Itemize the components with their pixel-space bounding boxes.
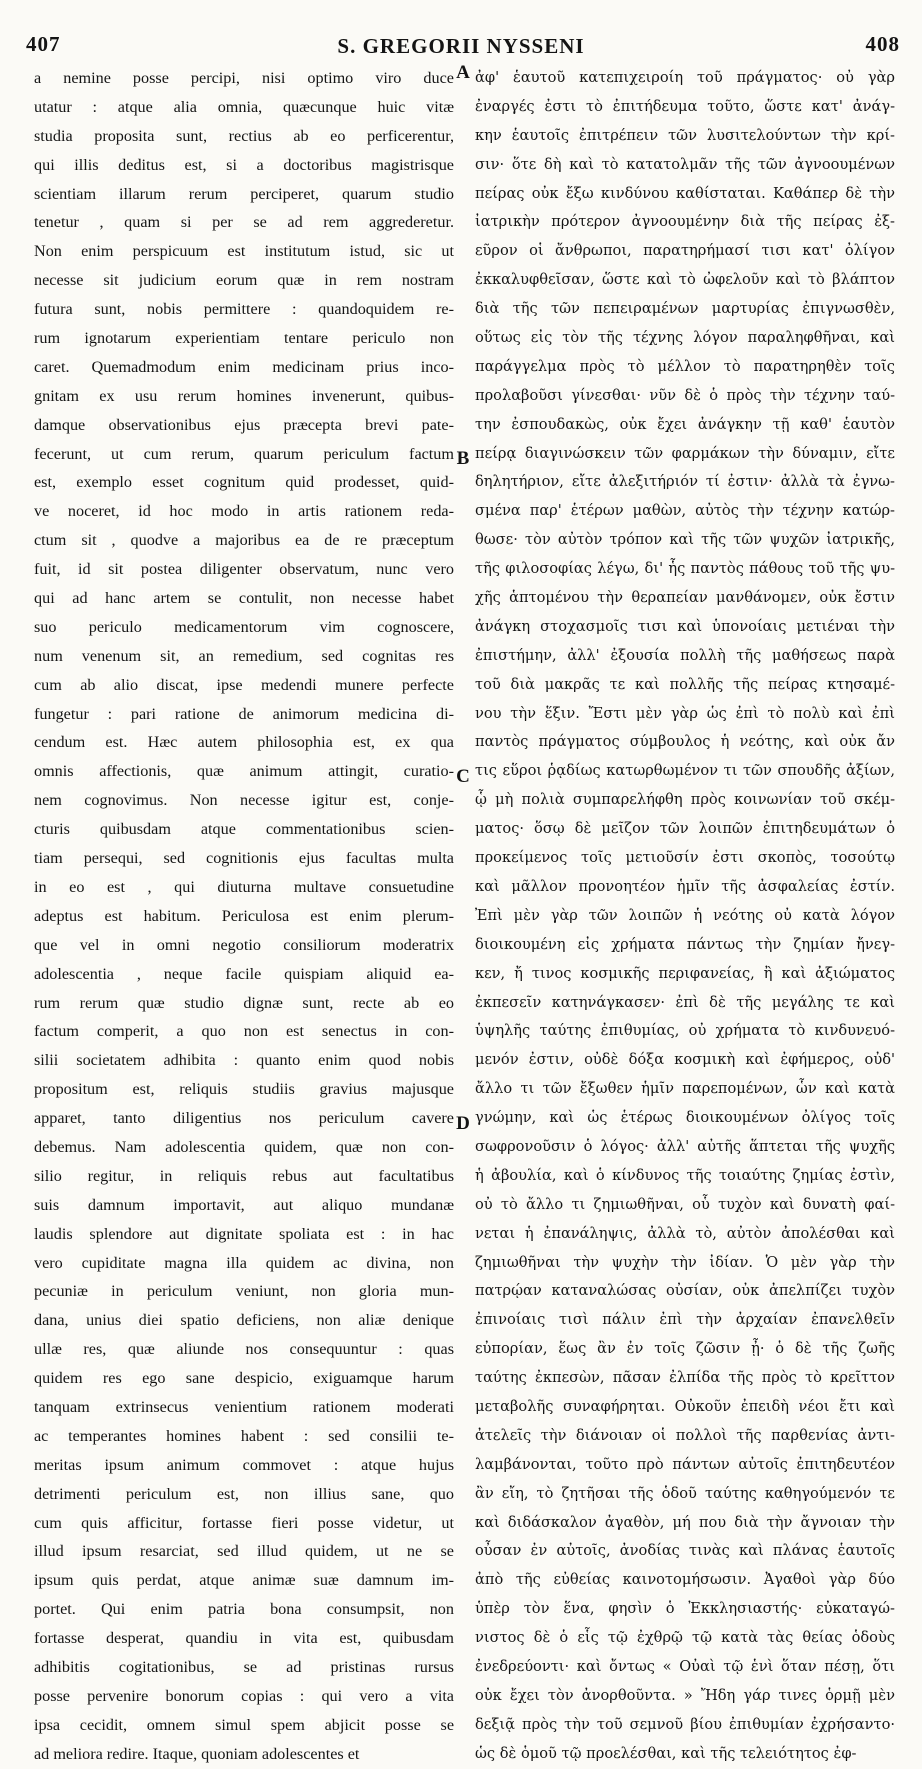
greek-text-line: οὕτως εἰς τὸν τῆς τέχνης λόγον παραληφθῆναι, καὶ xyxy=(475,329,895,347)
greek-text-line: ἐπινοίαις τισὶ πάλιν ἐπὶ τὴν ἀρχαίαν ἐπανελθεῖν xyxy=(475,1311,895,1329)
latin-text-line: detrimenti periculum est, non illius sane, quo xyxy=(34,1484,454,1503)
latin-text-line: adolescentia , neque facile quispiam aliquid ea- xyxy=(34,964,454,983)
greek-text-line: ταύτης ἐκπεσὼν, πᾶσαν ἐλπίδα τῆς πρὸς τὸ κρεῖττον xyxy=(475,1369,895,1387)
greek-text-line: γνώμην, καὶ ὡς ἑτέρως διοικουμένων ὀλίγος τοῖς xyxy=(475,1109,895,1127)
greek-text-line: παντὸς πράγματος σύμβουλος ἡ νεότης, καὶ οὐκ ἄν xyxy=(475,733,895,751)
latin-text-line: tanquam extrinsecus venientium rationem moderati xyxy=(34,1397,454,1416)
greek-text-line: ἰατρικὴν πρότερον ἀγνοουμένην διὰ τῆς πείρας ἐξ- xyxy=(475,213,895,231)
latin-text-line: in eo est , qui diuturna multave consuetudine xyxy=(34,877,454,896)
latin-text-line: fortasse desperat, quandiu in vita est, quibusdam xyxy=(34,1629,454,1648)
greek-text-line: ἐπιστήμην, ἀλλ' ἐξουσία πολλὴ τῆς μαθήσεως παρὰ xyxy=(475,646,895,664)
latin-text-line: fungetur : pari ratione de animorum medicina di- xyxy=(34,704,454,723)
greek-text-line: προλαβοῦσι γίνεσθαι· νῦν δὲ ὁ πρὸς τὴν τέχνην ταύ- xyxy=(475,386,895,404)
section-marker-b: B xyxy=(456,448,470,469)
latin-text-line: rum ignotarum experientiam tentare periculo non xyxy=(34,329,454,348)
latin-text-line: adhibitis cogitationibus, se ad pristinas rursus xyxy=(34,1657,454,1676)
greek-text-line: νου τὴν ἕξιν. Ἔστι μὲν γὰρ ὡς ἐπὶ τὸ πολὺ καὶ ἐπὶ xyxy=(475,704,895,722)
greek-text-line: τις εὕροι ῥᾳδίως κατωρθωμένον τι τῶν σπουδῆς ἀξίων, xyxy=(475,762,895,780)
page-number-right: 408 xyxy=(865,32,900,56)
running-title: S. GREGORII NYSSENI xyxy=(337,34,585,58)
latin-text-line: rum rerum quæ studio dignæ sunt, recte ab eo xyxy=(34,993,454,1012)
greek-text-line: δηλητήριον, εἴτε ἀλεξιτήριόν τί ἐστιν· ἀλλὰ τὰ ἐγνω- xyxy=(475,473,895,491)
latin-column xyxy=(34,64,454,1769)
latin-text-line: cendum est. Hæc autem philosophia est, ex qua xyxy=(34,733,454,752)
latin-text-line: silio regitur, in reliquis rebus aut facultatibus xyxy=(34,1166,454,1185)
running-header xyxy=(0,0,922,60)
greek-text-line: ματος· ὅσῳ δὲ μεῖζον τῶν λοιπῶν ἐπιτηδευμάτων ὁ xyxy=(475,820,895,838)
section-marker-c: C xyxy=(456,766,470,787)
greek-text-line: εὐπορίαν, ἕως ἂν ἐν τοῖς ζῶσιν ᾖ· ὁ δὲ τῆς ζωῆς xyxy=(475,1340,895,1358)
latin-text-line: nem cognovimus. Non necesse igitur est, conje- xyxy=(34,791,454,810)
greek-text-line: ὡς δὲ ὁμοῦ τῷ προελέσθαι, καὶ τῆς τελειότητος ἐφ- xyxy=(475,1744,857,1762)
greek-text-line: ἀπὸ τῆς εὐθείας καινοτομήσωσιν. Ἀγαθοὶ γὰρ δύο xyxy=(475,1571,895,1589)
greek-text-line: ἐνεδρεύοντι· καὶ ὄντως « Οὐαὶ τῷ ἑνὶ ὅταν πέσῃ, ὅτι xyxy=(475,1657,895,1675)
greek-text-line: πείρας οὐκ ἔξω κινδύνου καθίσταται. Καθάπερ δὲ τὴν xyxy=(475,184,895,202)
latin-text-line: pecuniæ in periculum veniunt, non gloria mun- xyxy=(34,1282,454,1301)
latin-text-line: illud ipsum resarciat, sed illud quidem, ut ne se xyxy=(34,1542,454,1561)
greek-column xyxy=(475,64,895,1769)
latin-text-line: scientiam illarum rerum perciperet, quarum studio xyxy=(34,184,454,203)
greek-text-line: νιστος δὲ ὁ εἷς τῷ ἐχθρῷ τῷ κατὰ τὰς θείας ὁδοὺς xyxy=(475,1629,895,1647)
latin-text-line: caret. Quemadmodum enim medicinam prius inco- xyxy=(34,357,454,376)
latin-text-line: gnitam ex usu rerum homines invenerunt, quibus- xyxy=(34,386,454,405)
greek-text-line: ἀνάγκη στοχασμοῖς τισι καὶ ὑπονοίαις μετιέναι τὴν xyxy=(475,617,895,635)
latin-text-line: num venenum sit, an remedium, sed cognitas res xyxy=(34,646,454,665)
greek-text-line: οὐκ ἔχει τὸν ἀνορθοῦντα. » Ἤδη γάρ τινες ὁρμῇ μὲν xyxy=(475,1686,895,1704)
section-marker-a: A xyxy=(456,62,470,83)
latin-text-line: ctum sit , quodve a majoribus ea de re præceptum xyxy=(34,531,454,550)
greek-text-line: οὐ τὸ ἄλλο τι ζημιωθῆναι, οὗ τυχὸν καὶ δυνατὴ φαί- xyxy=(475,1195,895,1213)
latin-text-line: est, exemplo esset cognitum quid prodesset, quid- xyxy=(34,473,454,492)
greek-text-line: ἀφ' ἑαυτοῦ κατεπιχειροίη τοῦ πράγματος· οὐ γὰρ xyxy=(475,69,895,86)
latin-text-line: tiam persequi, sed cognitionis ejus facultas multa xyxy=(34,849,454,868)
greek-text-line: καὶ μᾶλλον προνοητέον ἡμῖν τῆς ἀσφαλείας ἐστίν. xyxy=(475,877,895,895)
latin-text-line: suis damnum importavit, aut aliquo mundanæ xyxy=(34,1195,454,1214)
greek-text-line: ἂν εἴη, τὸ ζητῆσαι τῆς ὁδοῦ ταύτης καθηγούμενόν τε xyxy=(475,1484,895,1502)
latin-text-line: a nemine posse percipi, nisi optimo viro duce xyxy=(34,69,454,87)
greek-text-line: νεται ἡ ἐπανάληψις, ἀλλὰ τὸ, αὐτὸν ἀπολέσθαι καὶ xyxy=(475,1224,895,1242)
latin-text-line: cturis quibusdam atque commentationibus scien- xyxy=(34,820,454,839)
latin-text-line: utatur : atque alia omnia, quæcunque huic vitæ xyxy=(34,97,454,116)
latin-text-line: ac temperantes homines habent : sed consilii te- xyxy=(34,1426,454,1445)
greek-text-line: θωσε· τὸν αὐτὸν τρόπον καὶ τῆς τῶν ψυχῶν ἰατρικῆς, xyxy=(475,531,895,549)
greek-text-line: πατρῴαν καταναλώσας οὐσίαν, οὐκ ἀπελπίζει τυχὸν xyxy=(475,1282,895,1300)
greek-text-line: σιν· ὅτε δὴ καὶ τὸ κατατολμᾶν τῆς τῶν ἀγνοουμένων xyxy=(475,155,895,173)
greek-text-line: ὑψηλῆς ταύτης ἐπιθυμίας, οὐ χρήματα τὸ κινδυνευό- xyxy=(475,1022,895,1040)
latin-text-line: Non enim perspicuum est institutum istud, sic ut xyxy=(34,242,454,261)
greek-text-line: προκείμενος τοῖς μετιοῦσίν ἐστι σκοπὸς, τοσούτῳ xyxy=(475,849,895,867)
page-number-left: 407 xyxy=(26,32,61,56)
latin-text-line: ullæ res, quæ aliunde nos consequuntur : quas xyxy=(34,1340,454,1359)
greek-text-line: κεν, ἤ τινος κοσμικῆς περιφανείας, ἢ καὶ ἀξιώματος xyxy=(475,964,895,982)
greek-text-line: ἐκπεσεῖν κατηνάγκασεν· ἐπὶ δὲ τῆς μεγάλης τε καὶ xyxy=(475,993,895,1011)
greek-text-line: μεταβολῆς συναφήρηται. Οὐκοῦν ἐπειδὴ νέοι ἔτι καὶ xyxy=(475,1397,895,1415)
latin-text-line: tenetur , quam si per se ad rem aggrederetur. xyxy=(34,213,454,232)
greek-text-line: παράγγελμα πρὸς τὸ μέλλον τὸ παρατηρηθὲν τοῖς xyxy=(475,357,895,375)
greek-text-line: τοῦ διὰ μακρᾶς τε καὶ πολλῆς τῆς πείρας κτησαμέ- xyxy=(475,675,895,693)
latin-text-line: vero cupiditate magna illa quidem ac divina, non xyxy=(34,1253,454,1272)
greek-text-line: ἐναργές ἐστι τὸ ἐπιτήδευμα τοῦτο, ὥστε κατ' ἀνάγ- xyxy=(475,97,895,115)
greek-text-line: κην ἑαυτοῖς ἐπιτρέπειν τῶν λυσιτελούντων τὴν κρί- xyxy=(475,126,895,144)
greek-text-line: οὖσαν ἐν αὐτοῖς, ἀνοδίας τινὰς καὶ πλάνας ἑαυτοῖς xyxy=(475,1542,895,1560)
latin-text-line: factum comperit, a quo non est senectus in con- xyxy=(34,1022,454,1041)
greek-text-line: ὑπὲρ τὸν ἕνα, φησὶν ὁ Ἐκκλησιαστής· εὐκαταγώ- xyxy=(475,1600,895,1618)
latin-text-line: meritas ipsum animum commovet : atque hujus xyxy=(34,1455,454,1474)
greek-text-line: τῆς φιλοσοφίας λέγω, δι' ἧς παντὸς πάθους τοῦ τῆς ψυ- xyxy=(475,560,895,578)
latin-text-line: laudis splendore aut dignitate spoliata est : in hac xyxy=(34,1224,454,1243)
greek-text-line: Ἐπὶ μὲν γὰρ τῶν λοιπῶν ἡ νεότης οὐ κατὰ λόγον xyxy=(475,906,895,924)
latin-text-line: necesse sit judicium eorum quæ in rem nostram xyxy=(34,271,454,290)
latin-text-line: quidem res ego sane despicio, exiguamque harum xyxy=(34,1369,454,1388)
latin-text-line: silii societatem adhibita : quanto enim quod nobis xyxy=(34,1051,454,1070)
latin-text-line: damque observationibus ejus præcepta brevi pate- xyxy=(34,415,454,434)
latin-text-line: adeptus est habitum. Periculosa est enim plerum- xyxy=(34,906,454,925)
greek-text-line: πείρᾳ διαγινώσκειν τῶν φαρμάκων τὴν δύναμιν, εἴτε xyxy=(475,444,895,462)
latin-text-line: apparet, tanto diligentius nos periculum cavere xyxy=(34,1109,454,1128)
latin-text-line: cum ab alio discat, ipse medendi munere perfecte xyxy=(34,675,454,694)
greek-text-line: δεξιᾷ πρὸς τὴν τοῦ σεμνοῦ βίου ἐπιθυμίαν ἐχρήσαντο· xyxy=(475,1715,895,1733)
greek-text-line: την ἐσπουδακὼς, οὐκ ἔχει ἀνάγκην τῇ καθ' ἑαυτὸν xyxy=(475,415,895,433)
latin-text-line: ipsa cecidit, omnem simul spem abjicit posse se xyxy=(34,1715,454,1734)
latin-text-line: ad meliora redire. Itaque, quoniam adolescentes et xyxy=(34,1744,360,1763)
latin-text-line: fecerunt, ut cum rerum, quarum periculum factum xyxy=(34,444,454,463)
greek-text-line: εῦρον οἱ ἄνθρωποι, παρατηρήμασί τισι κατ' ὀλίγον xyxy=(475,242,895,260)
latin-text-line: studia proposita sunt, rectius ab eo perficerentur, xyxy=(34,126,454,145)
latin-text-line: omnis affectionis, quæ animum attingit, curatio- xyxy=(34,762,454,781)
greek-text-line: ᾧ μὴ πολιὰ συμπαρελήφθη πρὸς κοινωνίαν τοῦ σκέμ- xyxy=(475,791,895,809)
latin-text-line: dana, unius diei spatio deficiens, non aliæ denique xyxy=(34,1311,454,1330)
greek-text-line: χῆς ἁπτομένου τὴν θεραπείαν μανθάνομεν, οὐκ ἔστιν xyxy=(475,589,895,607)
latin-text-line: ipsum quis perdat, atque animæ suæ damnum im- xyxy=(34,1571,454,1590)
greek-text-line: μενόν ἐστιν, οὐδὲ δόξα κοσμικὴ καὶ ἐφήμερος, οὐδ' xyxy=(475,1051,895,1069)
latin-text-line: futura sunt, nobis permittere : quandoquidem re- xyxy=(34,300,454,319)
latin-text-line: cum quis afficitur, fortasse fieri posse videtur, ut xyxy=(34,1513,454,1532)
greek-text-line: καὶ διδάσκαλον ἀγαθὸν, μή που διὰ τὴν ἄγνοιαν τὴν xyxy=(475,1513,895,1531)
latin-text-line: ve noceret, id hoc modo in artis rationem reda- xyxy=(34,502,454,521)
greek-text-line: σμένα παρ' ἑτέρων μαθὼν, αὐτὸς τὴν τέχνην κατώρ- xyxy=(475,502,895,520)
section-marker-d: D xyxy=(456,1113,470,1134)
latin-text-line: suo periculo medicamentorum vim cognoscere, xyxy=(34,617,454,636)
greek-text-line: ἡ ἀβουλία, καὶ ὁ κίνδυνος τῆς τοιαύτης ζημίας ἐστὶν, xyxy=(475,1166,895,1184)
greek-text-line: ἀτελεῖς τὴν διάνοιαν οἱ πολλοὶ τῆς παρθενίας ἀντι- xyxy=(475,1426,895,1444)
greek-text-line: διοικουμένη εἰς χρήματα πάντως τὴν ζημίαν ἤνεγ- xyxy=(475,935,895,953)
latin-text-line: qui illis deditus est, si a doctoribus magistrisque xyxy=(34,155,454,174)
greek-text-line: σωφρονοῦσιν ὁ λόγος· ἀλλ' αὐτῆς ἅπτεται τῆς ψυχῆς xyxy=(475,1137,895,1155)
latin-text-line: portet. Qui enim patria bona consumpsit, non xyxy=(34,1600,454,1619)
greek-text-line: ζημιωθῆναι τὴν ψυχὴν τὴν ἰδίαν. Ὁ μὲν γὰρ τὴν xyxy=(475,1253,895,1271)
latin-text-line: propositum est, reliquis studiis gravius majusque xyxy=(34,1080,454,1099)
latin-text-line: debemus. Nam adolescentia quidem, quæ non con- xyxy=(34,1137,454,1156)
greek-text-line: διὰ τῆς τῶν πεπειραμένων μαρτυρίας ἐπιγνωσθὲν, xyxy=(475,300,895,318)
latin-text-line: que vel in omni negotio consiliorum moderatrix xyxy=(34,935,454,954)
greek-text-line: ἐκκαλυφθεῖσαν, ὥστε καὶ τὸ ὠφελοῦν καὶ τὸ βλάπτον xyxy=(475,271,895,289)
latin-text-line: posse pervenire bonorum copias : qui vero a vita xyxy=(34,1686,454,1705)
latin-text-line: qui ad hanc artem se contulit, non necesse habet xyxy=(34,589,454,608)
greek-text-line: λαμβάνονται, τοῦτο πρὸ πάντων αὐτοῖς ἐπιτηδευτέον xyxy=(475,1455,895,1473)
latin-text-line: fuit, id sit postea diligenter observatum, nunc vero xyxy=(34,560,454,579)
greek-text-line: ἄλλο τι τῶν ἔξωθεν ἡμῖν παρεπομένων, ὧν καὶ κατὰ xyxy=(475,1080,895,1098)
